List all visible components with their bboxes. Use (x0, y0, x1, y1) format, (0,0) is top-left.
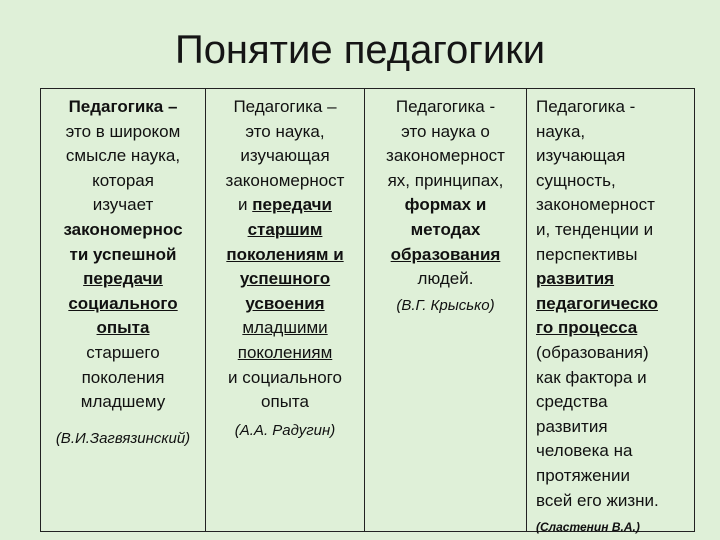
author-citation: (Сластенин В.А.) (536, 520, 640, 535)
definition-line: изучающая (536, 146, 626, 166)
definition-line: старшим (247, 219, 323, 239)
definition-line: развития (536, 269, 615, 289)
author-citation: (А.А. Радугин) (234, 421, 336, 439)
definition-word: передачи (252, 195, 332, 215)
definition-krysko (365, 95, 526, 318)
definition-line: закономерност (386, 146, 505, 166)
definition-line: успешного (239, 269, 331, 289)
definition-radugin (206, 95, 364, 443)
definition-line: Педагогика - (536, 97, 636, 116)
definition-line: педагогическо (536, 293, 658, 313)
definition-line: это в широком (65, 121, 181, 141)
definition-line: это наука, (245, 121, 325, 141)
definition-line: Педагогика - (395, 97, 496, 116)
definition-line: людей. (417, 269, 474, 289)
definition-slastenin (536, 95, 696, 540)
definition-line: как фактора и (536, 367, 647, 387)
definition-line: закономерност (225, 170, 345, 190)
column-divider (526, 89, 527, 531)
definition-line: ях, принципах, (387, 170, 504, 190)
definition-line: изучающая (240, 146, 330, 166)
definition-word: и (238, 195, 248, 215)
definition-line: методах (410, 219, 481, 239)
definition-line: старшего (86, 342, 160, 362)
definition-line: и, тенденции и (536, 219, 654, 239)
author-citation: (В.И.Загвязинский) (55, 429, 191, 447)
definitions-table (40, 88, 695, 535)
definition-line: поколениям (237, 342, 333, 362)
definition-line: Педагогика – (233, 97, 337, 116)
definition-line: развития (536, 416, 608, 436)
definition-line: наука, (536, 121, 586, 141)
definition-line: го процесса (536, 318, 638, 338)
definition-line: и социального (228, 367, 342, 387)
author-citation: (В.Г. Крысько) (396, 296, 495, 314)
definition-line: поколениям и (226, 244, 344, 264)
definition-line: перспективы (536, 244, 638, 264)
definition-line: (образования) (536, 342, 649, 362)
definition-line: закономерност (536, 195, 655, 215)
definition-line: младшему (80, 392, 166, 412)
definition-zagvyazinsky (41, 95, 205, 451)
definition-line: всей его жизни. (536, 490, 659, 510)
definition-line: сущность, (536, 170, 616, 190)
definition-line: усвоения (245, 293, 325, 313)
definition-line: человека на (536, 441, 633, 461)
definition-line: Педагогика – (68, 97, 178, 116)
definition-line-group (206, 193, 364, 218)
definition-line: поколения (81, 367, 165, 387)
definition-line: которая (92, 170, 154, 190)
definition-line: младшими (242, 318, 328, 338)
definition-line: ти успешной (69, 244, 177, 264)
definition-line: смысле наука, (65, 146, 181, 166)
definition-line: изучает (92, 195, 154, 215)
definition-line: средства (536, 392, 608, 412)
definition-line: закономернос (63, 219, 183, 239)
definition-line: передачи (83, 269, 163, 289)
definition-line: формах и (404, 195, 487, 215)
definition-line: образования (390, 244, 501, 264)
definition-line: социального (68, 293, 178, 313)
definition-line: протяжении (536, 465, 630, 485)
definition-line: опыта (96, 318, 150, 338)
definition-line: это наука о (401, 121, 490, 141)
page-title: Понятие педагогики (174, 28, 546, 72)
definition-line: опыта (261, 392, 309, 412)
